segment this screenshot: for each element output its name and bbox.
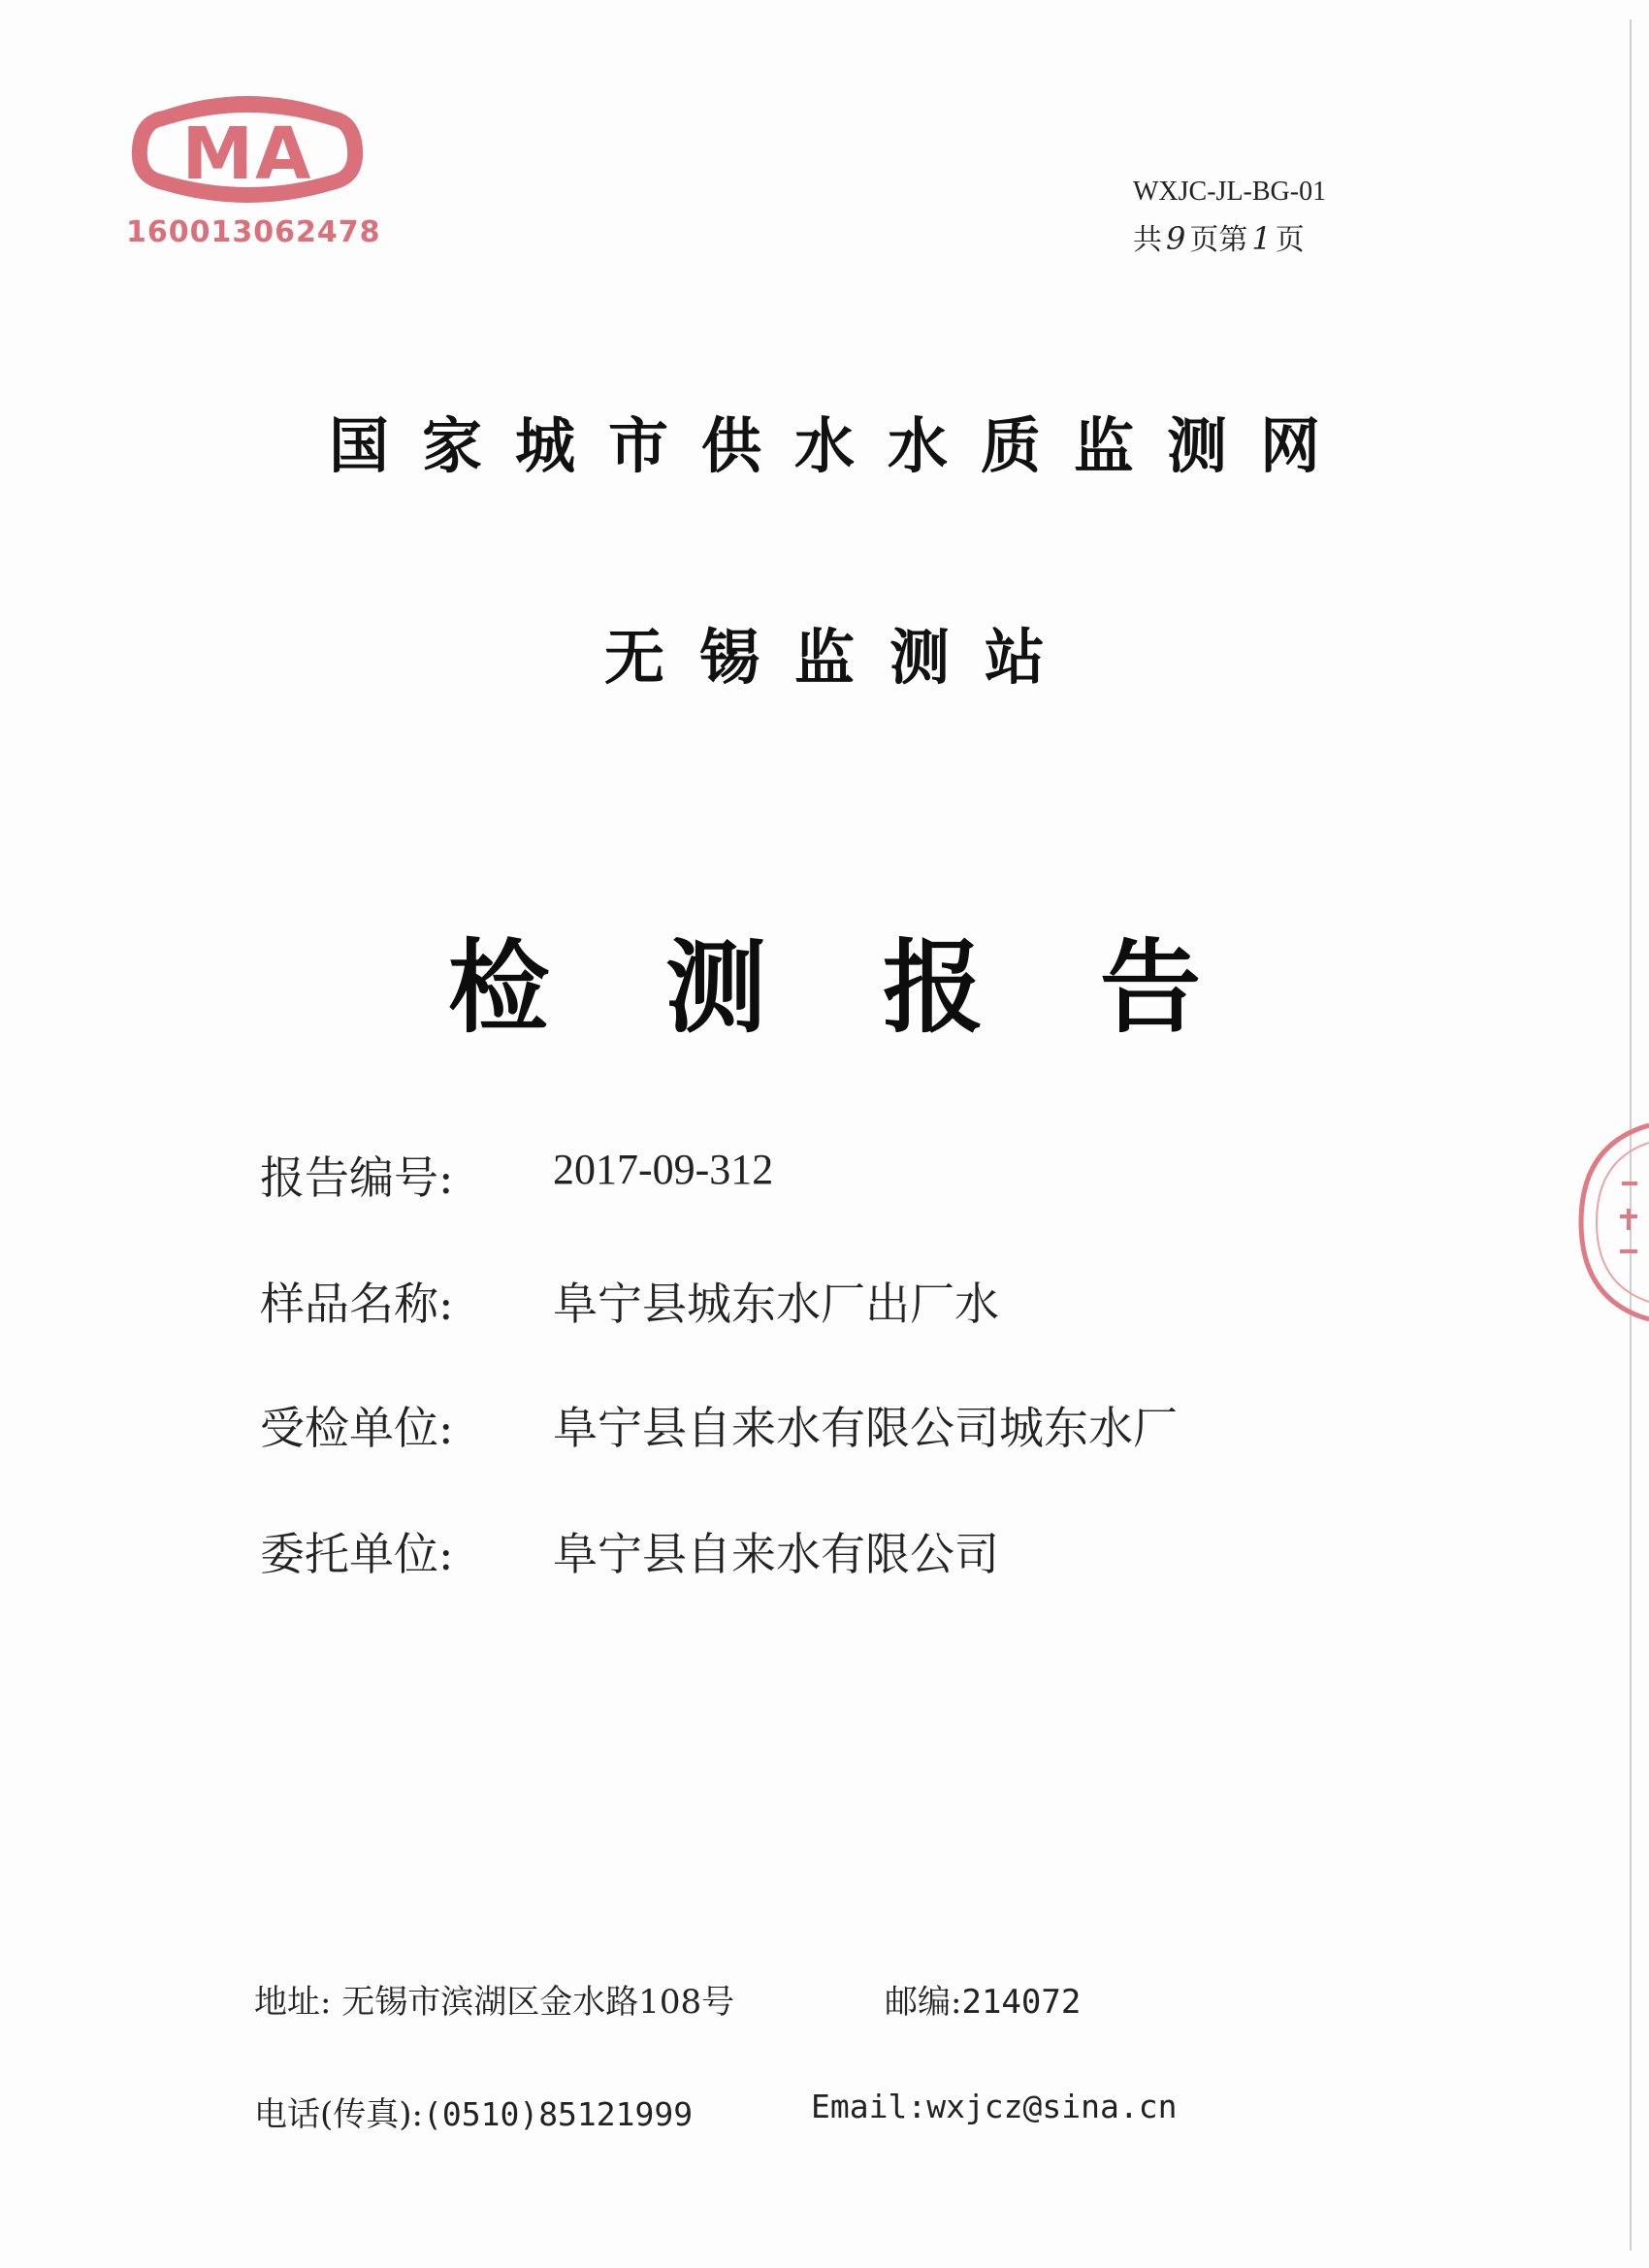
email-address: Email:wxjcz@sina.cn: [811, 2088, 1178, 2125]
report-number-label: 报告编号:: [260, 1151, 454, 1204]
page-count-suffix: 页: [1275, 223, 1305, 257]
report-number-value: 2017-09-312: [553, 1146, 774, 1193]
sample-name-row: [260, 1269, 1424, 1337]
phone-line: [254, 2088, 693, 2135]
cma-certificate-number: 160013062478: [126, 215, 381, 249]
address-value: 无锡市滨湖区金水路108号: [341, 1983, 735, 2022]
sample-name-label: 样品名称:: [260, 1278, 454, 1330]
page-count-prefix: 共: [1133, 223, 1162, 257]
page-count: [1133, 215, 1305, 258]
client-unit-label: 委托单位:: [260, 1528, 454, 1580]
svg-text:MA: MA: [181, 113, 313, 196]
sample-name-value: 阜宁县城东水厂出厂水: [553, 1278, 999, 1330]
postcode-line: [885, 1975, 1081, 2023]
client-unit-value: 阜宁县自来水有限公司: [553, 1528, 999, 1580]
inspected-unit-label: 受检单位:: [260, 1402, 454, 1454]
address-line: [254, 1975, 734, 2023]
seal-stamp-icon: [1573, 1116, 1649, 1329]
client-unit-row: [260, 1519, 1424, 1587]
inspected-unit-row: [260, 1393, 1424, 1461]
phone-value: (0510)85121999: [422, 2095, 694, 2133]
current-page: 1: [1251, 220, 1272, 257]
inspected-unit-value: 阜宁县自来水有限公司城东水厂: [553, 1402, 1178, 1454]
postcode-value: 214072: [961, 1983, 1082, 2022]
report-number-row: [260, 1143, 1424, 1211]
document-code: WXJC-JL-BG-01: [1133, 177, 1327, 207]
network-title: 国家城市供水水质监测网: [328, 410, 1353, 481]
station-title: 无锡监测站: [603, 622, 1080, 693]
page-count-mid: 页第: [1189, 223, 1248, 257]
report-title: 检测报告: [447, 928, 1317, 1047]
postcode-label: 邮编:: [885, 1983, 962, 2022]
address-label: 地址:: [254, 1983, 332, 2022]
total-pages: 9: [1166, 220, 1186, 257]
phone-label: 电话(传真):: [254, 2095, 423, 2134]
